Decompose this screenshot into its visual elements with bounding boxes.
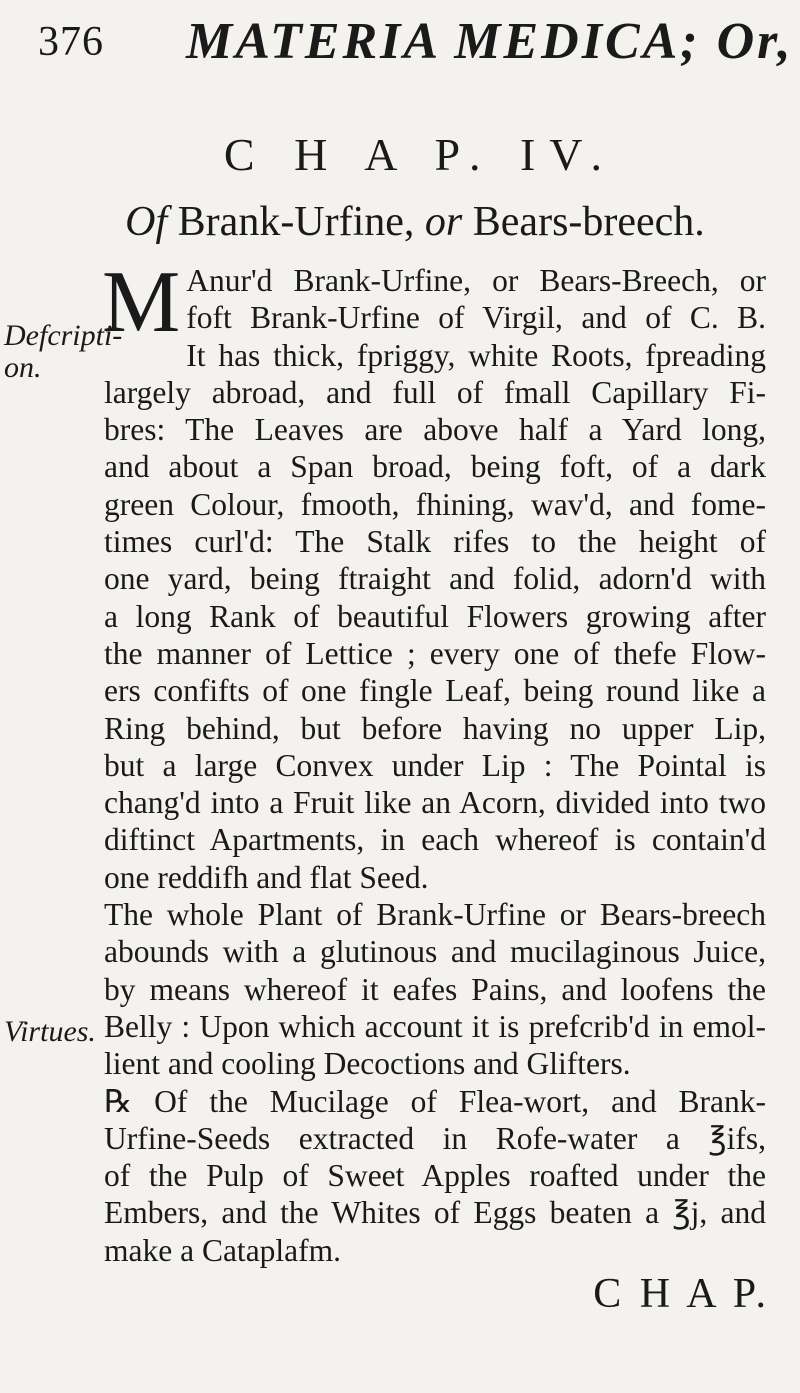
text-line: Ring behind, but before having no upper Lip, (104, 710, 766, 746)
text-line: ℞ Of the Mucilage of Flea-wort, and Brank- (104, 1083, 766, 1119)
text-line: make a Cataplafm. (104, 1232, 342, 1268)
text-line: a long Rank of beautiful Flowers growing after (104, 598, 766, 634)
text-line: but a large Convex under Lip : The Pointal is (104, 747, 766, 783)
catchword: C H A P. (593, 1271, 770, 1317)
text-line: foft Brank-Urfine of Virgil, and of C. B. (186, 300, 766, 336)
margin-note-description: Defcripti-on. (4, 319, 123, 384)
text-line: Anur'd Brank-Urfine, or Bears-Breech, or (186, 263, 766, 298)
page-number: 376 (38, 19, 104, 65)
text-line: green Colour, fmooth, fhining, wav'd, and fome- (104, 486, 766, 522)
running-title: MATERIA MEDICA; Or, (186, 13, 794, 70)
text-line: lient and cooling Decoctions and Glifters. (104, 1046, 631, 1082)
text-line: one yard, being ftraight and folid, adorn'd with (104, 561, 766, 597)
subtitle-or: or (424, 199, 463, 245)
text-line: the manner of Lettice ; every one of thefe Flow- (104, 635, 766, 671)
text-line: abounds with a glutinous and mucilaginous Juice, (104, 934, 766, 970)
body-text (102, 254, 766, 1269)
text-line: bres: The Leaves are above half a Yard long, (104, 412, 766, 448)
text-line: and about a Span broad, being foft, of a dark (104, 449, 766, 485)
text-line: times curl'd: The Stalk rifes to the height of (104, 524, 766, 560)
text-line: of the Pulp of Sweet Apples roafted under the (104, 1158, 766, 1194)
subtitle-end: Bears-breech. (462, 199, 705, 245)
chapter-heading: C H A P. IV. (223, 129, 617, 180)
subtitle-of: Of (125, 199, 168, 245)
text-line: Urfine-Seeds extracted in Rofe-water a ℥ifs, (104, 1120, 766, 1156)
text-line: It has thick, fpriggy, white Roots, fpreading (186, 337, 766, 373)
text-line: largely abroad, and full of fmall Capillary Fi- (104, 374, 766, 410)
text-line: by means whereof it eafes Pains, and loofens the (104, 971, 766, 1007)
text-line: chang'd into a Fruit like an Acorn, divided into two (104, 785, 766, 821)
text-line: Embers, and the Whites of Eggs beaten a ℥j, and (104, 1195, 766, 1231)
running-head (38, 8, 794, 78)
drop-cap: M (102, 254, 181, 351)
text-line: one reddifh and flat Seed. (104, 859, 429, 895)
text-line: diftinct Apartments, in each whereof is contain'd (104, 822, 766, 858)
subtitle-rest: Brank-Urfine, (167, 199, 425, 245)
margin-note-virtues: Virtues. (4, 1015, 96, 1048)
chapter-subtitle (0, 198, 800, 246)
text-line: Belly : Upon which account it is prefcrib'd in emol- (104, 1008, 766, 1044)
text-line: The whole Plant of Brank-Urfine or Bears-breech (104, 897, 766, 933)
text-line: ers confifts of one fingle Leaf, being round like a (104, 673, 766, 709)
